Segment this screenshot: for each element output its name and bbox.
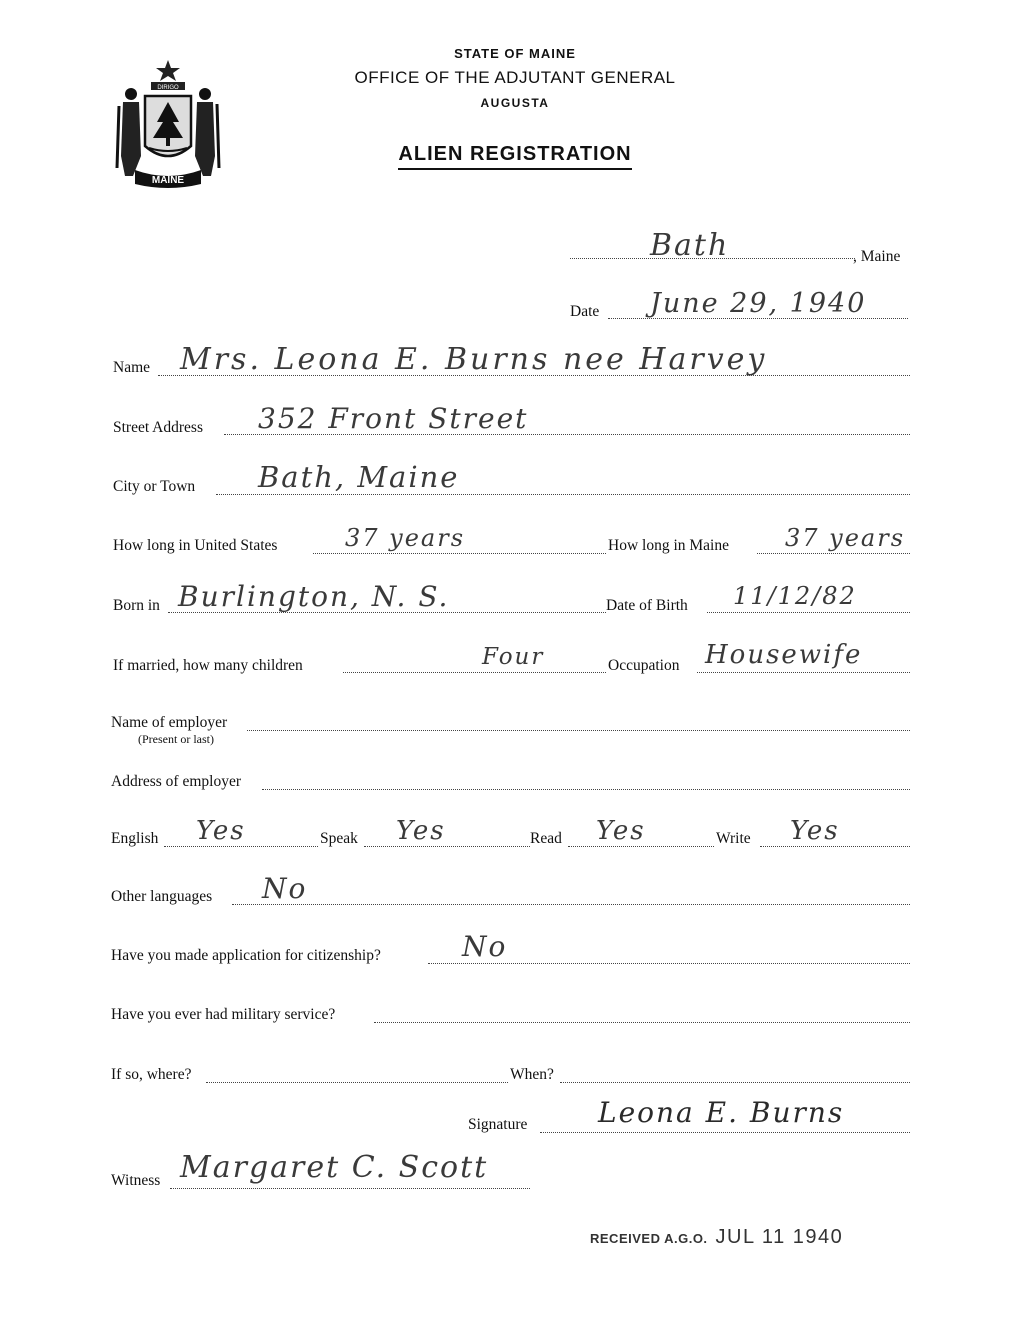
occupation-value: Housewife — [705, 640, 863, 670]
how-long-us-value: 37 years — [345, 524, 466, 552]
military-line — [374, 1022, 910, 1023]
write-line — [760, 846, 910, 847]
header-office: OFFICE OF THE ADJUTANT GENERAL — [354, 68, 676, 87]
speak-label: Speak — [320, 830, 358, 847]
city-value: Bath, Maine — [258, 460, 460, 494]
other-languages-label: Other languages — [111, 888, 213, 905]
read-line — [568, 846, 714, 847]
other-languages-line — [232, 904, 910, 905]
witness-value: Margaret C. Scott — [180, 1150, 489, 1185]
employer-name-line — [247, 730, 910, 731]
employer-name-label: Name of employer — [111, 714, 228, 731]
read-value: Yes — [596, 816, 646, 846]
received-stamp-date: JUL 11 1940 — [715, 1226, 844, 1248]
city-label: City or Town — [113, 478, 196, 495]
header-state: STATE OF MAINE — [454, 46, 576, 61]
when-label: When? — [510, 1066, 554, 1083]
english-value: Yes — [196, 816, 246, 846]
street-address-value: 352 Front Street — [258, 402, 529, 435]
signature-line — [540, 1132, 910, 1133]
employer-address-line — [262, 789, 910, 790]
speak-line — [364, 846, 530, 847]
write-label: Write — [716, 830, 751, 847]
occupation-line — [697, 672, 910, 673]
write-value: Yes — [790, 816, 840, 846]
how-long-maine-value: 37 years — [785, 524, 906, 552]
date-of-birth-value: 11/12/82 — [733, 582, 857, 610]
how-long-maine-line — [757, 553, 910, 554]
how-long-us-line — [313, 553, 606, 554]
date-value: June 29, 1940 — [650, 288, 867, 319]
speak-value: Yes — [396, 816, 446, 846]
occupation-label: Occupation — [608, 657, 680, 674]
name-value: Mrs. Leona E. Burns nee Harvey — [180, 342, 768, 377]
citizenship-line — [428, 963, 910, 964]
witness-line — [170, 1188, 530, 1189]
received-stamp-label: RECEIVED A.G.O. — [590, 1231, 708, 1246]
how-long-maine-label: How long in Maine — [608, 537, 729, 554]
header-city: AUGUSTA — [480, 96, 550, 110]
city-line — [216, 494, 910, 495]
where-label: If so, where? — [111, 1066, 192, 1083]
date-of-birth-label: Date of Birth — [606, 597, 688, 614]
date-of-birth-line — [707, 612, 910, 613]
born-in-label: Born in — [113, 597, 160, 614]
other-languages-value: No — [262, 872, 308, 905]
date-label: Date — [570, 303, 600, 320]
received-stamp — [590, 1226, 843, 1249]
employer-address-label: Address of employer — [111, 773, 241, 790]
street-address-label: Street Address — [113, 419, 203, 436]
english-line — [164, 846, 318, 847]
place-value: Bath — [650, 228, 730, 263]
citizenship-label: Have you made application for citizenship? — [111, 947, 381, 964]
read-label: Read — [530, 830, 562, 847]
signature-value: Leona E. Burns — [598, 1096, 845, 1129]
citizenship-value: No — [462, 930, 508, 963]
employer-note: (Present or last) — [138, 732, 214, 746]
signature-label: Signature — [468, 1116, 528, 1133]
maine-state-seal — [113, 58, 223, 190]
name-label: Name — [113, 359, 151, 376]
form-title: ALIEN REGISTRATION — [300, 143, 730, 166]
svg-text:DIRIGO: DIRIGO — [157, 85, 179, 91]
where-line — [206, 1082, 508, 1083]
maine-label: , Maine — [853, 248, 901, 265]
children-label: If married, how many children — [113, 657, 303, 674]
military-label: Have you ever had military service? — [111, 1006, 336, 1023]
children-value: Four — [482, 644, 545, 670]
when-line — [560, 1082, 910, 1083]
english-label: English — [111, 830, 159, 847]
witness-label: Witness — [111, 1172, 161, 1189]
children-line — [343, 672, 606, 673]
svg-text:MAINE: MAINE — [151, 175, 185, 186]
born-in-value: Burlington, N. S. — [178, 580, 450, 613]
how-long-us-label: How long in United States — [113, 537, 278, 554]
